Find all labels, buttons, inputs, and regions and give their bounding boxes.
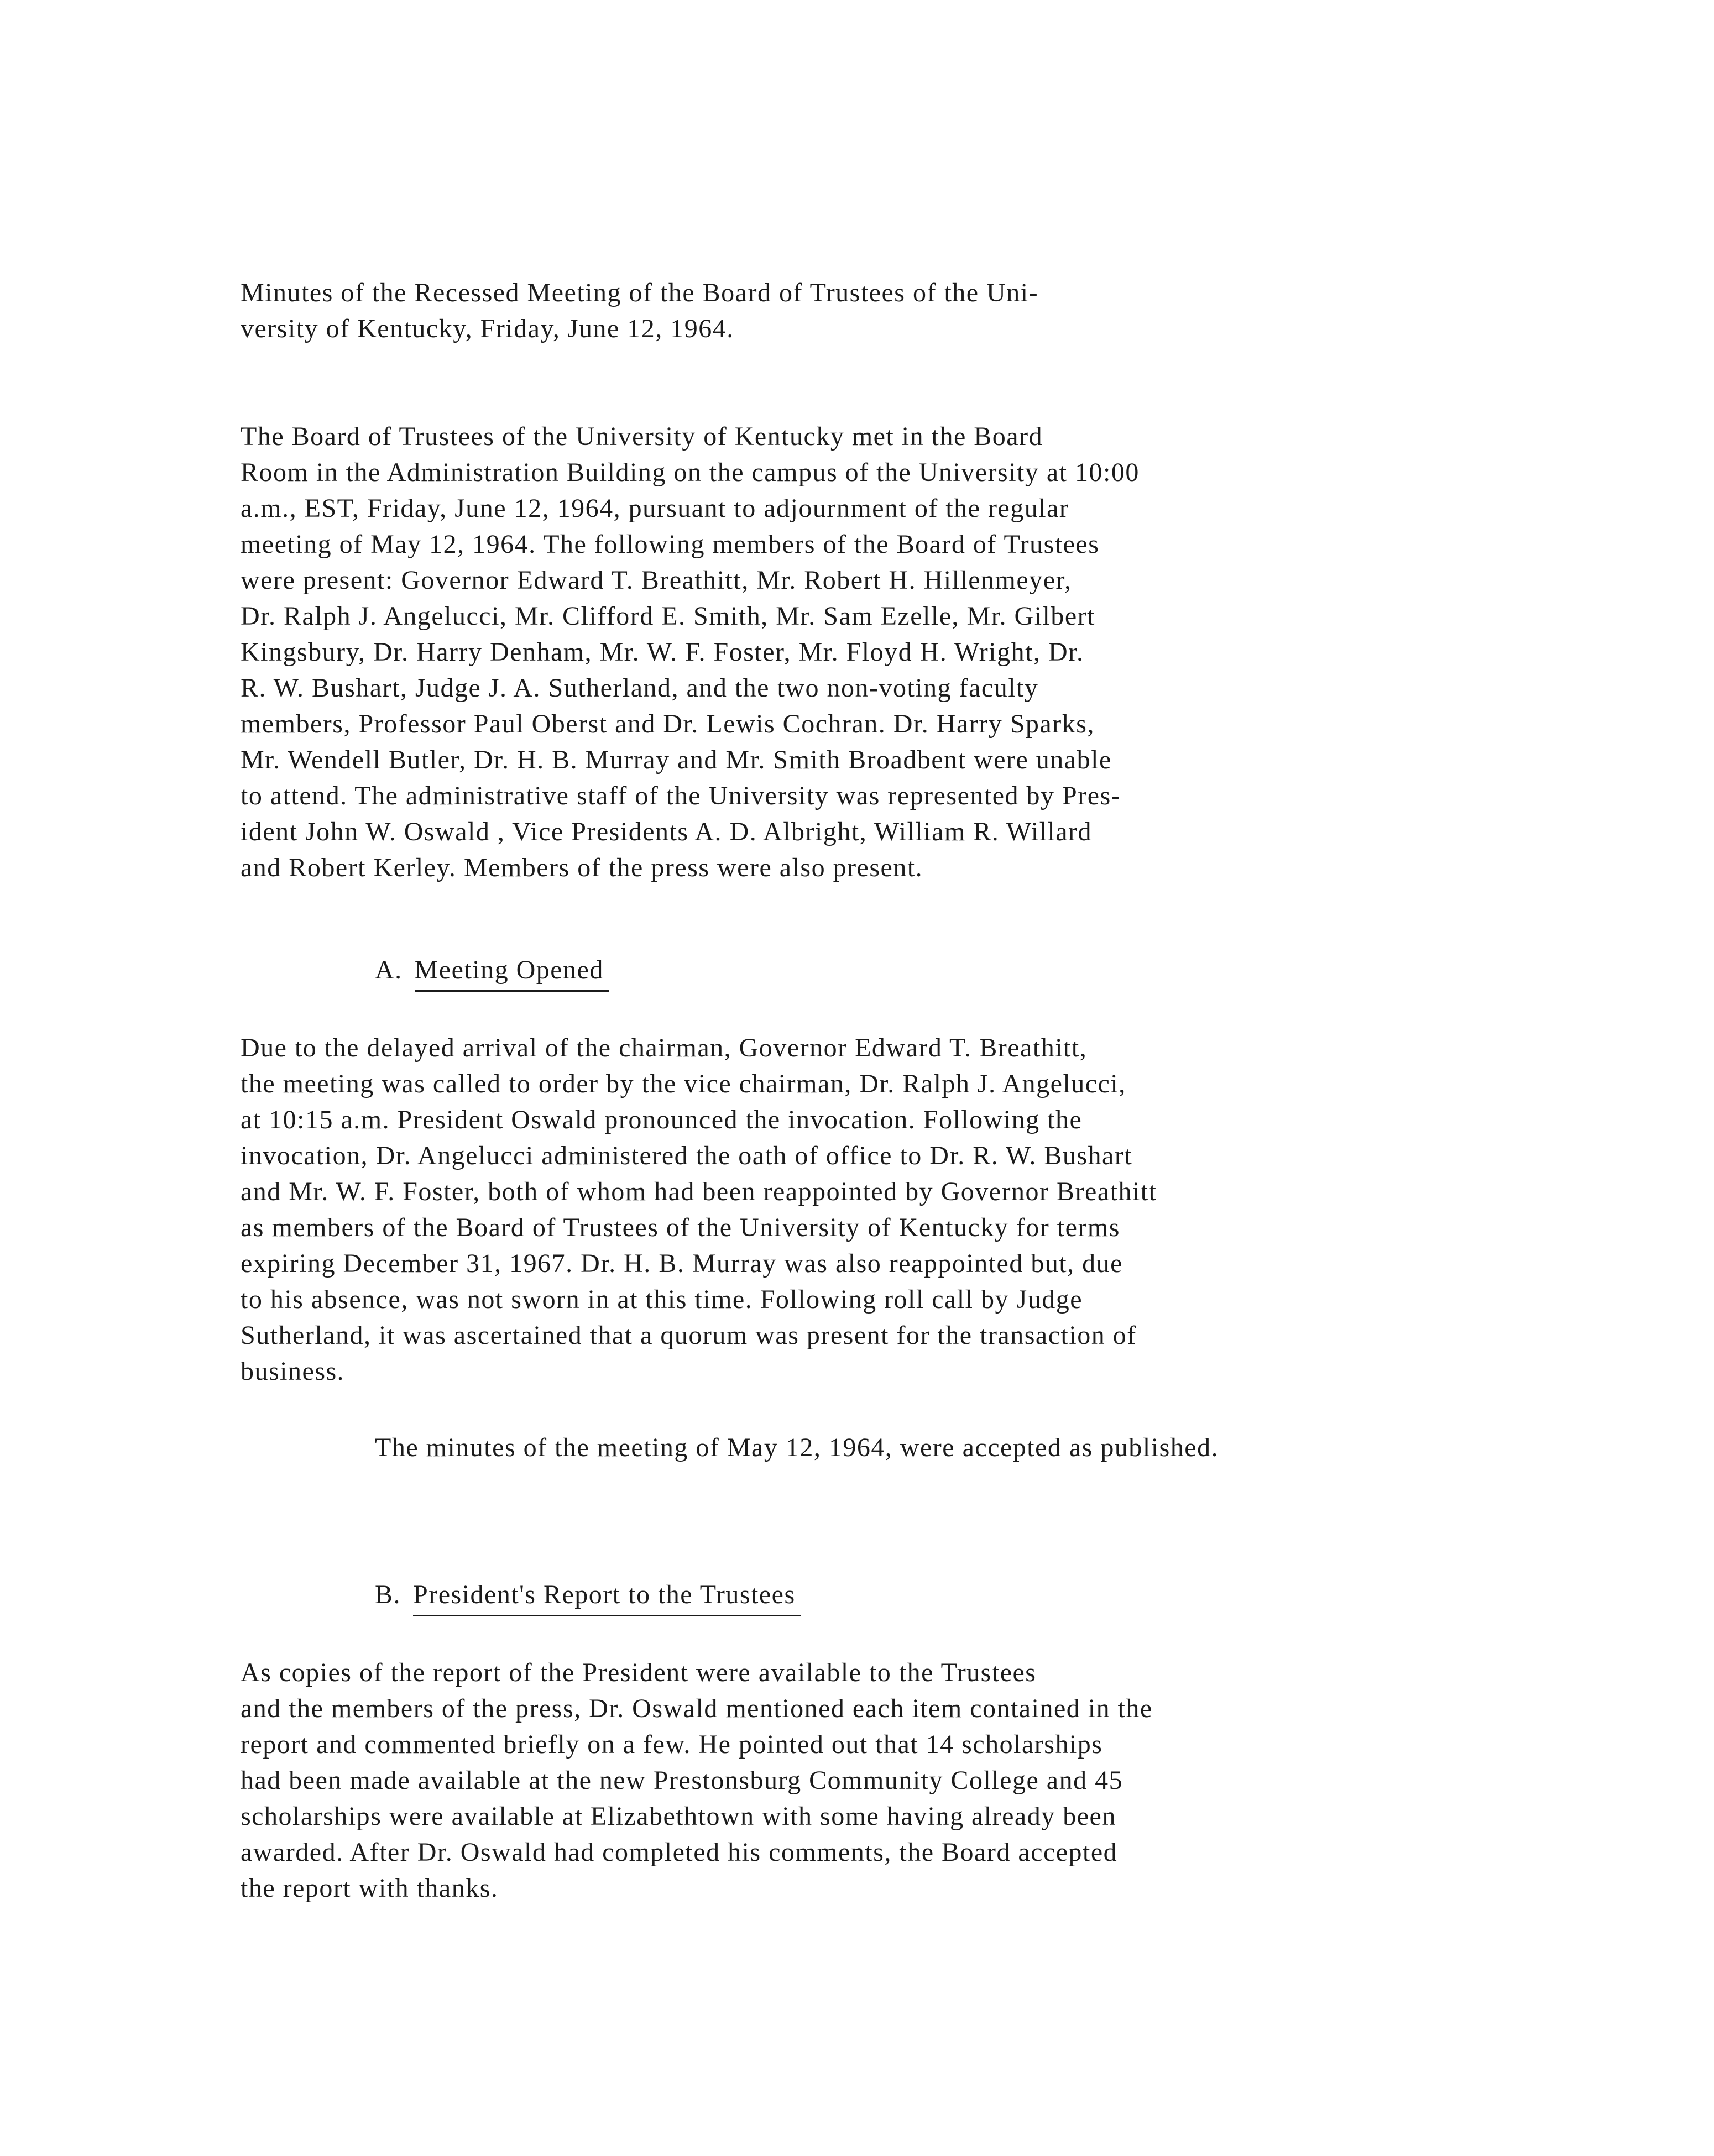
meeting-opened-paragraph: Due to the delayed arrival of the chairman, Governor Edward T. Breathitt, the meeting was called to order by the vice chairman, Dr. Ralph J. Angelucci, at 10:15 a.m. President Oswald pronounced the invocation. Following the invocation, Dr. Angelucci administered the oath of office to Dr. R. W. Bushart and Mr. W. F. Foster, both of whom had been reappointed by Governor Breathitt as members of the Board of Trustees of the University of Kentucky for terms expiring December 31, 1967. Dr. H. B. Murray was also reappointed but, due to his absence, was not sworn in at this time. Following roll call by Judge Sutherland, it was ascertained that a quorum was present for the transaction of business. (241, 1033, 1157, 1386)
section-a-title: Meeting Opened (415, 952, 609, 992)
minutes-title-paragraph: Minutes of the Recessed Meeting of the Board of Trustees of the Uni- versity of Kentucky, Friday, June 12, 1964. (241, 278, 1039, 343)
minutes-accepted-paragraph: The minutes of the meeting of May 12, 1964, were accepted as published. (375, 1433, 1219, 1462)
section-a-heading (375, 952, 609, 992)
section-b-letter: B. (375, 1580, 401, 1609)
section-b-heading (375, 1577, 801, 1616)
section-a-letter: A. (375, 955, 403, 985)
presidents-report-paragraph: As copies of the report of the President were available to the Trustees and the members of the press, Dr. Oswald mentioned each item contained in the report and commented briefly on a few. He pointed out that 14 scholarships had been made available at the new Prestonsburg Community College and 45 scholarships were available at Elizabethtown with some having already been awarded. After Dr. Oswald had completed his comments, the Board accepted the report with thanks. (241, 1658, 1153, 1903)
attendance-paragraph: The Board of Trustees of the University of Kentucky met in the Board Room in the Administration Building on the campus of the University at 10:00 a.m., EST, Friday, June 12, 1964, pursuant to adjournment of the regular meeting of May 12, 1964. The following members of the Board of Trustees were present: Governor Edward T. Breathitt, Mr. Robert H. Hillenmeyer, Dr. Ralph J. Angelucci, Mr. Clifford E. Smith, Mr. Sam Ezelle, Mr. Gilbert Kingsbury, Dr. Harry Denham, Mr. W. F. Foster, Mr. Floyd H. Wright, Dr. R. W. Bushart, Judge J. A. Sutherland, and the two non-voting faculty members, Professor Paul Oberst and Dr. Lewis Cochran. Dr. Harry Sparks, Mr. Wendell Butler, Dr. H. B. Murray and Mr. Smith Broadbent were unable to attend. The administrative staff of the University was represented by Pres- ident John W. Oswald , Vice Presidents A. D. Albright, William R. Willard and Robert Kerley. Members of the press were also present. (241, 422, 1140, 882)
section-b-title: President's Report to the Trustees (413, 1577, 801, 1616)
